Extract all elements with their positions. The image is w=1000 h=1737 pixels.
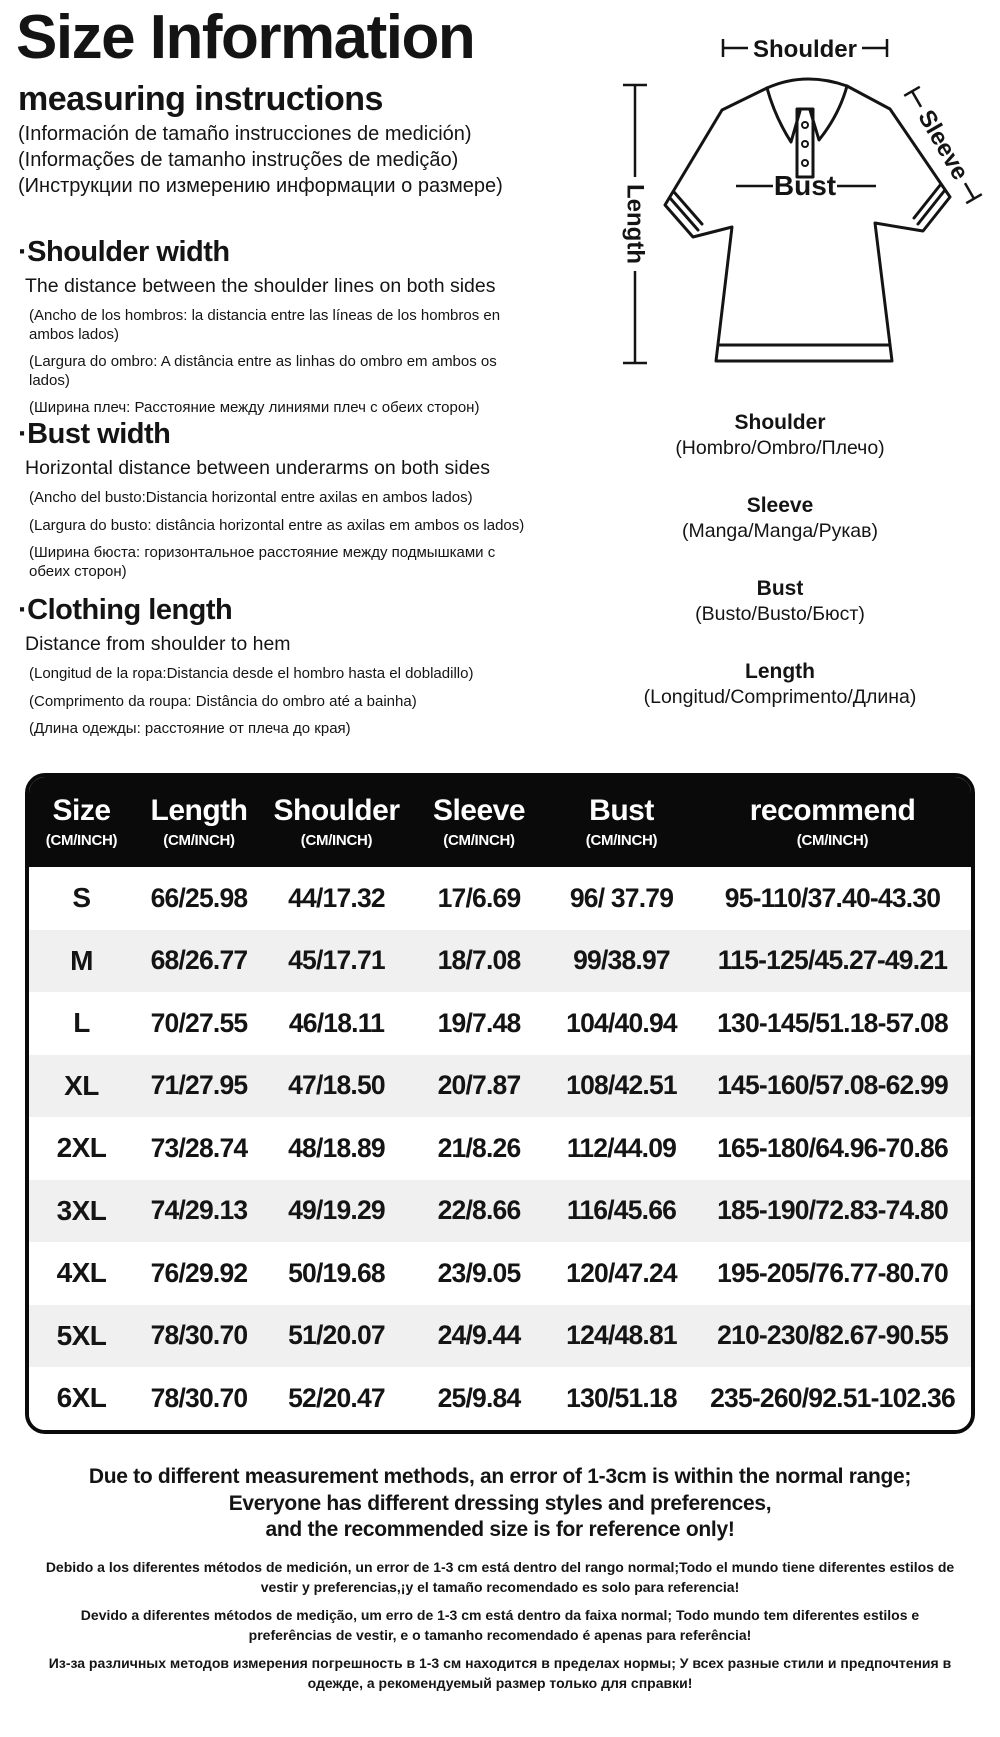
value-cell: 52/20.47 xyxy=(288,1382,385,1413)
legend-translation: (Manga/Manga/Рукав) xyxy=(682,520,878,542)
value-cell: 124/48.81 xyxy=(566,1320,677,1351)
value-cell: 23/9.05 xyxy=(437,1257,521,1288)
section-description: Distance from shoulder to hem xyxy=(25,633,291,655)
length-annotation-label: Length xyxy=(621,184,649,264)
value-cell: 74/29.13 xyxy=(150,1195,248,1226)
legend-name: Bust xyxy=(756,577,804,600)
value-cell: 46/18.11 xyxy=(288,1007,385,1038)
disclaimer-line: Everyone has different dressing styles and preferences, xyxy=(228,1491,772,1515)
section-translation-pt: (Largura do ombro: A distância entre as linhas do ombro em ambos os lados) xyxy=(29,353,497,389)
header-translation-es: (Información de tamaño instrucciones de medición) xyxy=(18,123,472,145)
size-cell: 6XL xyxy=(56,1382,107,1414)
value-cell: 45/17.71 xyxy=(288,945,385,976)
value-cell: 71/27.95 xyxy=(150,1070,248,1101)
column-header xyxy=(134,793,264,849)
value-cell: 76/29.92 xyxy=(150,1257,248,1288)
value-cell: 50/19.68 xyxy=(288,1257,385,1288)
disclaimer-line: and the recommended size is for reference only! xyxy=(265,1518,735,1541)
section-translation-ru: (Ширина бюста: горизонтальное расстояние между подмышками с обеих сторон) xyxy=(29,544,496,580)
value-cell: 68/26.77 xyxy=(150,945,248,976)
section-translation-pt: (Comprimento da roupa: Distância do ombro até a bainha) xyxy=(29,692,417,710)
value-cell: 116/45.66 xyxy=(566,1195,677,1226)
column-header-unit: (CM/INCH) xyxy=(585,831,658,849)
section-translation-es: (Longitud de la ropa:Distancia desde el hombro hasta el dobladillo) xyxy=(29,665,474,682)
disclaimer-line: Due to different measurement methods, an error of 1-3cm is within the normal range; xyxy=(88,1465,912,1488)
value-cell: 19/7.48 xyxy=(437,1007,521,1038)
value-cell: 70/27.55 xyxy=(150,1007,248,1038)
size-cell: XL xyxy=(64,1069,99,1101)
legend-item xyxy=(565,493,995,543)
value-cell: 112/44.09 xyxy=(566,1132,677,1163)
section-shoulder-width xyxy=(18,236,530,427)
value-cell: 48/18.89 xyxy=(288,1132,385,1163)
column-header-label: Shoulder xyxy=(273,793,400,827)
table-row xyxy=(29,1117,971,1180)
size-cell: L xyxy=(73,1007,90,1039)
value-cell: 130-145/51.18-57.08 xyxy=(717,1007,948,1038)
disclaimer-translations xyxy=(0,1558,1000,1702)
table-row xyxy=(29,1242,971,1305)
value-cell: 78/30.70 xyxy=(150,1382,248,1413)
column-header-label: recommend xyxy=(749,793,916,827)
disclaimer-translation: Debido a los diferentes métodos de medición, un error de 1-3 cm está dentro del rango normal;Todo el mundo tiene diferentes estilos de vestir y preferencias,¡y el tamaño recomendado es solo para referencia! xyxy=(45,1559,955,1595)
section-translation-pt: (Largura do busto: distância horizontal entre as axilas em ambos os lados) xyxy=(29,516,525,534)
column-header-label: Size xyxy=(52,793,111,827)
value-cell: 235-260/92.51-102.36 xyxy=(710,1382,955,1413)
header-translation-pt: (Informações de tamanho instruções de medição) xyxy=(18,149,459,171)
column-header xyxy=(29,793,134,849)
value-cell: 195-205/76.77-80.70 xyxy=(717,1257,948,1288)
section-description: The distance between the shoulder lines on both sides xyxy=(25,275,496,297)
legend-translation: (Longitud/Comprimento/Длина) xyxy=(643,686,917,708)
table-row xyxy=(29,1180,971,1243)
column-header-unit: (CM/INCH) xyxy=(45,831,118,849)
polo-shirt-diagram xyxy=(560,5,1000,377)
value-cell: 165-180/64.96-70.86 xyxy=(717,1132,948,1163)
column-header-unit: (CM/INCH) xyxy=(796,831,869,849)
column-header-unit: (CM/INCH) xyxy=(443,831,515,849)
size-cell: 5XL xyxy=(56,1319,107,1351)
value-cell: 44/17.32 xyxy=(288,882,385,913)
header-translations xyxy=(18,121,503,199)
value-cell: 145-160/57.08-62.99 xyxy=(717,1070,948,1101)
legend-name: Shoulder xyxy=(734,411,826,434)
section-title: ·Shoulder width xyxy=(18,236,230,268)
section-translation-es: (Ancho de los hombros: la distancia entre las líneas de los hombros en ambos lados) xyxy=(29,307,501,343)
value-cell: 115-125/45.27-49.21 xyxy=(717,945,948,976)
size-cell: S xyxy=(72,882,91,914)
column-header xyxy=(694,793,971,849)
value-cell: 96/ 37.79 xyxy=(569,882,674,913)
section-title: ·Clothing length xyxy=(18,594,233,626)
value-cell: 49/19.29 xyxy=(288,1195,385,1226)
size-table xyxy=(25,773,975,1434)
section-clothing-length xyxy=(18,594,530,748)
value-cell: 99/38.97 xyxy=(573,945,670,976)
header-translation-ru: (Инструкции по измерению информации о размере) xyxy=(18,175,503,197)
table-row xyxy=(29,1367,971,1430)
column-header xyxy=(409,793,549,849)
value-cell: 17/6.69 xyxy=(437,882,521,913)
value-cell: 130/51.18 xyxy=(566,1382,677,1413)
section-translation-ru: (Длина одежды: расстояние от плеча до края) xyxy=(29,720,351,737)
column-header-unit: (CM/INCH) xyxy=(300,831,373,849)
legend-item xyxy=(565,410,995,460)
value-cell: 18/7.08 xyxy=(437,945,521,976)
section-title: ·Bust width xyxy=(18,418,171,450)
column-header-label: Length xyxy=(150,793,248,827)
legend-name: Sleeve xyxy=(746,494,814,517)
value-cell: 25/9.84 xyxy=(437,1382,521,1413)
value-cell: 66/25.98 xyxy=(150,882,248,913)
legend-item xyxy=(565,576,995,626)
sleeve-annotation-label: Sleeve xyxy=(912,105,974,185)
section-translation-ru: (Ширина плеч: Расстояние между линиями плеч с обеих сторон) xyxy=(29,399,480,416)
legend-translation: (Busto/Busto/Бюст) xyxy=(695,603,865,625)
size-cell: 2XL xyxy=(56,1132,107,1164)
value-cell: 20/7.87 xyxy=(437,1070,521,1101)
disclaimer-bold xyxy=(0,1464,1000,1544)
measurement-legend xyxy=(565,410,995,742)
legend-translation: (Hombro/Ombro/Плечо) xyxy=(675,437,885,459)
table-row xyxy=(29,1055,971,1118)
size-cell: 4XL xyxy=(56,1257,107,1289)
bust-annotation-label: Bust xyxy=(773,170,837,201)
disclaimer-translation: Из-за различных методов измерения погрешность в 1-3 см находится в пределах нормы; У всех разные стили и предпочтения в одежде, а рекомендуемый размер только для справки! xyxy=(48,1655,952,1691)
page-subtitle: measuring instructions xyxy=(18,80,383,118)
value-cell: 108/42.51 xyxy=(566,1070,677,1101)
value-cell: 120/47.24 xyxy=(566,1257,677,1288)
table-row xyxy=(29,930,971,993)
legend-item xyxy=(565,659,995,709)
table-row xyxy=(29,992,971,1055)
column-header-label: Bust xyxy=(589,793,654,827)
disclaimer-translation: Devido a diferentes métodos de medição, um erro de 1-3 cm está dentro da faixa normal; Todo mundo tem diferentes estilos e preferências de vestir, e o tamanho recomendado é apenas para referência! xyxy=(80,1607,920,1643)
value-cell: 47/18.50 xyxy=(288,1070,385,1101)
table-body xyxy=(29,867,971,1430)
value-cell: 95-110/37.40-43.30 xyxy=(724,882,941,913)
table-row xyxy=(29,867,971,930)
section-bust-width xyxy=(18,418,530,590)
value-cell: 21/8.26 xyxy=(437,1132,521,1163)
shoulder-annotation-label: Shoulder xyxy=(752,36,858,63)
section-description: Horizontal distance between underarms on both sides xyxy=(25,457,491,479)
value-cell: 210-230/82.67-90.55 xyxy=(717,1320,948,1351)
column-header-label: Sleeve xyxy=(432,793,526,827)
value-cell: 22/8.66 xyxy=(437,1195,521,1226)
page-title: Size Information xyxy=(16,3,475,72)
size-cell: 3XL xyxy=(56,1194,107,1226)
column-header xyxy=(264,793,409,849)
value-cell: 104/40.94 xyxy=(566,1007,677,1038)
placket-buttons xyxy=(802,122,808,166)
value-cell: 73/28.74 xyxy=(150,1132,248,1163)
value-cell: 24/9.44 xyxy=(437,1320,521,1351)
column-header xyxy=(549,793,694,849)
legend-name: Length xyxy=(745,660,815,683)
size-cell: M xyxy=(70,944,93,976)
column-header-unit: (CM/INCH) xyxy=(163,831,235,849)
table-row xyxy=(29,1305,971,1368)
shirt-outline xyxy=(665,79,950,361)
value-cell: 185-190/72.83-74.80 xyxy=(717,1195,948,1226)
value-cell: 78/30.70 xyxy=(150,1320,248,1351)
section-translation-es: (Ancho del busto:Distancia horizontal entre axilas en ambos lados) xyxy=(29,489,473,506)
value-cell: 51/20.07 xyxy=(288,1320,385,1351)
table-header xyxy=(29,777,971,867)
